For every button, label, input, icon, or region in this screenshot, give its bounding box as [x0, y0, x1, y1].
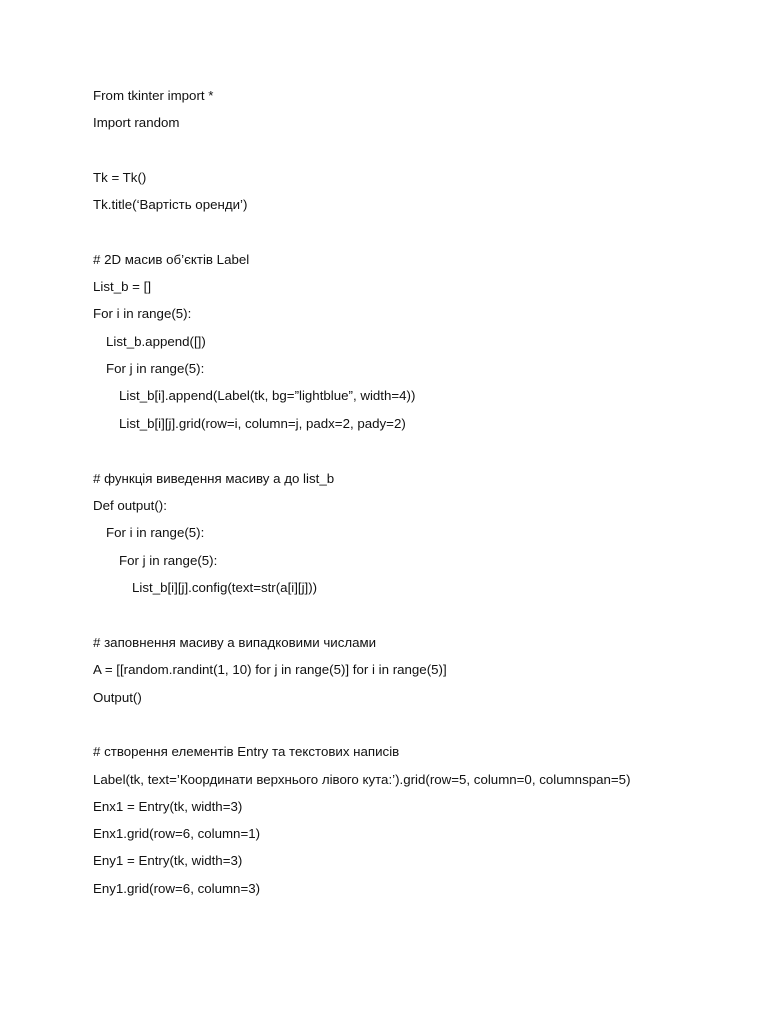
code-line: For j in range(5):	[119, 553, 218, 568]
code-line: For j in range(5):	[106, 361, 205, 376]
code-line: Eny1.grid(row=6, column=3)	[93, 881, 261, 896]
code-line: Def output():	[93, 498, 167, 513]
code-line: Tk = Tk()	[93, 170, 147, 185]
comment-line: # створення елементів Entry та текстових написів	[93, 744, 400, 759]
code-line: For i in range(5):	[106, 525, 205, 540]
code-line: Tk.title(‘Вартість оренди’)	[93, 197, 248, 212]
code-line: Import random	[93, 115, 180, 130]
code-line: Output()	[93, 690, 142, 705]
code-line: For i in range(5):	[93, 306, 192, 321]
code-line: Enx1.grid(row=6, column=1)	[93, 826, 261, 841]
comment-line: # функція виведення масиву а до list_b	[93, 471, 335, 486]
code-line: List_b[i][j].grid(row=i, column=j, padx=2, pady=2)	[119, 416, 406, 431]
code-line: Eny1 = Entry(tk, width=3)	[93, 853, 243, 868]
code-line: A = [[random.randint(1, 10) for j in range(5)] for i in range(5)]	[93, 662, 447, 677]
code-line: Enx1 = Entry(tk, width=3)	[93, 799, 243, 814]
comment-line: # заповнення масиву а випадковими числами	[93, 635, 377, 650]
code-line: List_b[i][j].config(text=str(a[i][j]))	[132, 580, 318, 595]
comment-line: # 2D масив об’єктів Label	[93, 252, 250, 267]
code-line: List_b.append([])	[106, 334, 206, 349]
code-line: From tkinter import *	[93, 88, 214, 103]
code-line: List_b[i].append(Label(tk, bg=”lightblue”, width=4))	[119, 388, 416, 403]
code-line: List_b = []	[93, 279, 152, 294]
code-line: Label(tk, text=’Координати верхнього лівого кута:’).grid(row=5, column=0, columnspan=5)	[93, 772, 631, 787]
